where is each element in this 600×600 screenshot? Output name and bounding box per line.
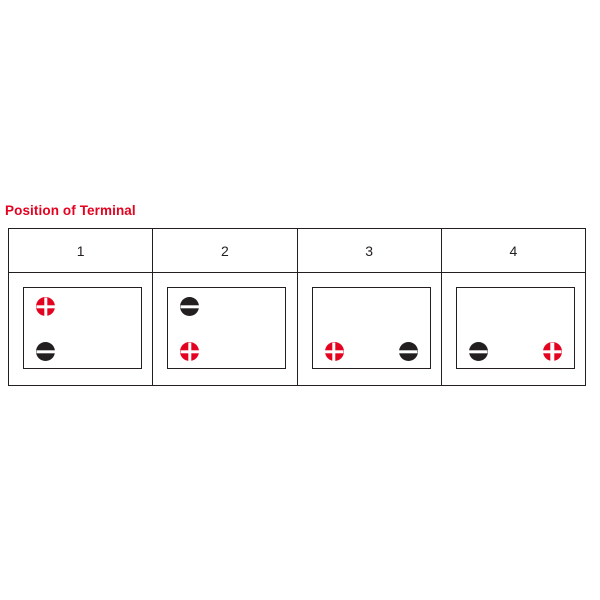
battery-outline (167, 287, 286, 369)
negative-terminal-icon (36, 342, 55, 361)
table-cell-layout-2 (153, 273, 297, 385)
column-label: 4 (509, 242, 518, 259)
negative-terminal-icon (469, 342, 488, 361)
page-title: Position of Terminal (5, 203, 136, 218)
negative-terminal-icon (180, 297, 199, 316)
table-header-cell-2 (153, 229, 297, 273)
positive-terminal-icon (36, 297, 55, 316)
column-label: 1 (76, 242, 85, 259)
column-label: 2 (220, 242, 229, 259)
table-header-row (9, 229, 585, 273)
battery-outline (312, 287, 431, 369)
positive-terminal-icon (325, 342, 344, 361)
positive-terminal-icon (180, 342, 199, 361)
battery-outline (456, 287, 575, 369)
terminal-position-table (8, 228, 586, 386)
table-header-cell-3 (298, 229, 442, 273)
table-cell-layout-3 (298, 273, 442, 385)
table-cell-layout-4 (442, 273, 585, 385)
column-label: 3 (365, 242, 374, 259)
negative-terminal-icon (399, 342, 418, 361)
table-body-row (9, 273, 585, 385)
table-cell-layout-1 (9, 273, 153, 385)
table-header-cell-4 (442, 229, 585, 273)
table-header-cell-1 (9, 229, 153, 273)
battery-outline (23, 287, 142, 369)
positive-terminal-icon (543, 342, 562, 361)
